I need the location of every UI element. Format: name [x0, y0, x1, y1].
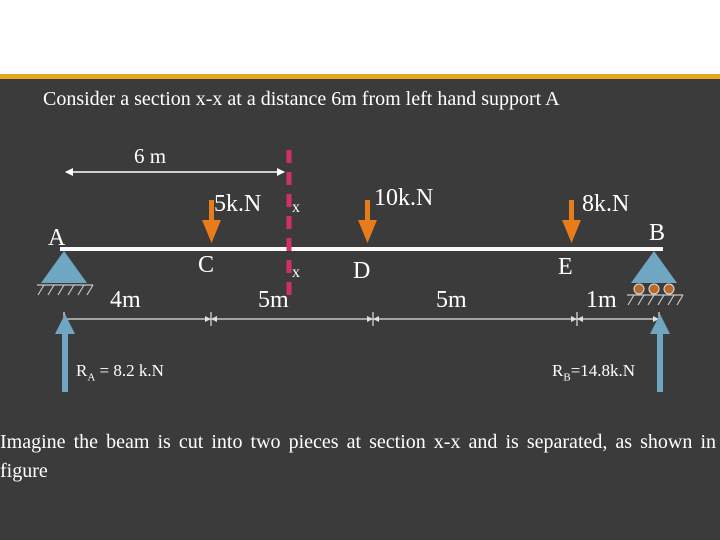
load-label-d: 10k.N: [374, 185, 434, 211]
reaction-arrow-a: [55, 314, 75, 392]
section-mark-bottom: x: [292, 264, 300, 281]
load-arrow-e: [562, 200, 581, 243]
footer-text: Imagine the beam is cut into two pieces at section x-x and is separated, as shown in figure: [0, 431, 716, 482]
section-mark-top: x: [292, 199, 300, 216]
reaction-label-a: $R_A = 8.2$ k.N: [76, 361, 164, 384]
point-label-a: A: [48, 225, 66, 251]
ground-hatch-a: [37, 285, 93, 295]
span-label-cd: 5m: [258, 287, 289, 313]
slide-title: Shear Force and Bending Moments: [78, 27, 470, 56]
span-label-de: 5m: [436, 287, 467, 313]
reaction-arrow-b: [650, 314, 670, 392]
span-label-ac: 4m: [110, 287, 141, 313]
point-label-c: C: [198, 252, 215, 278]
section-distance-label: 6 m: [134, 144, 167, 168]
load-label-e: 8k.N: [582, 191, 630, 217]
point-label-b: B: [649, 220, 666, 246]
reaction-label-b: $R_B=14.8k.N$: [552, 361, 636, 384]
roller-support-b: [631, 251, 677, 283]
point-label-e: E: [558, 254, 573, 280]
point-label-d: D: [353, 258, 371, 284]
span-label-eb: 1m: [586, 287, 617, 313]
pin-support-a: [41, 251, 87, 283]
ground-hatch-b: [627, 295, 683, 305]
load-label-c: 5k.N: [214, 191, 262, 217]
subtitle: Consider a section x-x at a distance 6m from left hand support A: [43, 88, 560, 110]
beam: [60, 247, 663, 251]
rollers-b: [634, 284, 674, 294]
